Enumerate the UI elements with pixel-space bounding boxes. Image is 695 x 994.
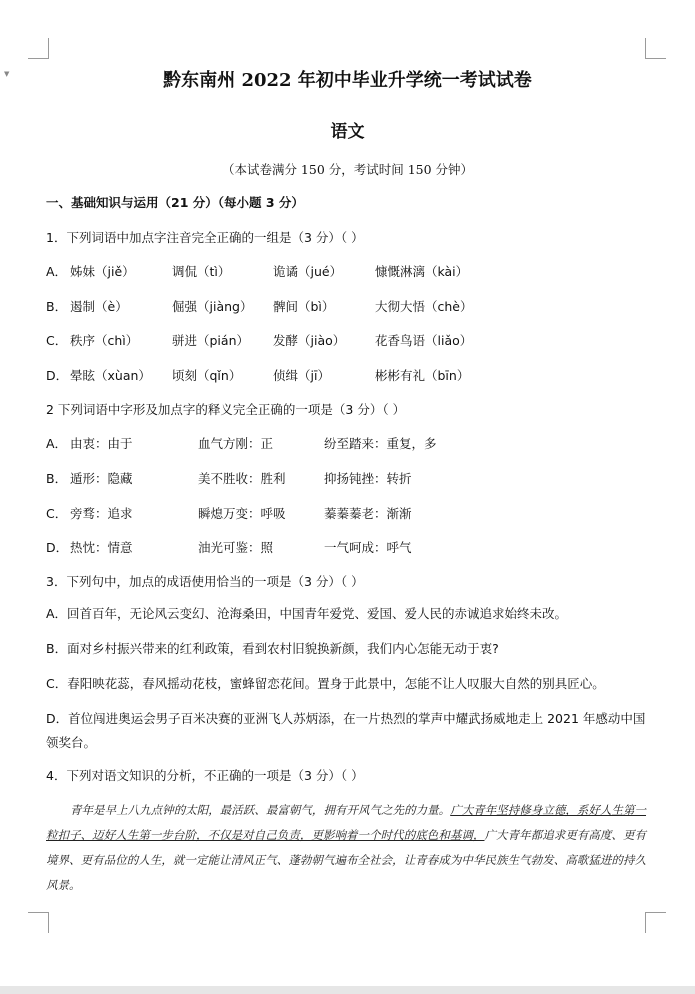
q2-option-b-label: B．	[46, 471, 68, 486]
q2-option-c-label: C．	[46, 506, 68, 521]
q1-option-a-item-1: 姊妹（jiě）	[70, 264, 135, 279]
q2-option-d-label: D．	[46, 540, 69, 555]
crop-mark-bottom-left	[28, 912, 49, 933]
q3-option-d: D．首位闯进奥运会男子百米决赛的亚洲飞人苏炳添，在一片热烈的掌声中耀武扬威地走上 2021 年感动中国领奖台。	[46, 711, 646, 750]
q2-option-d-item-2: 油光可鉴：照	[198, 540, 274, 555]
q3-option-b: B．面对乡村振兴带来的红利政策，看到农村旧貌换新颜，我们内心怎能无动于衷?	[46, 641, 499, 656]
q1-option-a-item-2: 调侃（tì）	[172, 264, 231, 279]
q1-option-a-label: A．	[46, 264, 68, 279]
crop-mark-top-right	[645, 38, 666, 59]
q1-option-c-label: C．	[46, 333, 68, 348]
q1-option-b-item-1: 遏制（è）	[70, 299, 128, 314]
q1-option-b-label: B．	[46, 299, 68, 314]
q1-option-d-item-1: 晕眩（xùan）	[70, 368, 151, 383]
q1-option-a-item-3: 诡谲（jué）	[273, 264, 343, 279]
exam-title: 黔东南州 2022 年初中毕业升学统一考试试卷	[163, 70, 532, 91]
q1-option-c-item-4: 花香鸟语（liǎo）	[375, 333, 473, 348]
q2-option-a-item-3: 纷至踏来：重复，多	[324, 436, 437, 451]
q2-option-a-item-1: 由衷：由于	[70, 436, 133, 451]
q3-option-a: A．回首百年，无论风云变幻、沧海桑田，中国青年爱党、爱国、爱人民的赤诚追求始终未改。	[46, 606, 568, 621]
crop-mark-bottom-right	[645, 912, 666, 933]
passage-plain: 青年是早上八九点钟的太阳，最活跃、最富朝气，拥有开风气之先的力量。	[70, 803, 451, 817]
passage-underlined: 广大青年坚持修身立德，系好人生第一粒扣子、迈好人生第一步台阶，不仅是对自己负责，更影响着一个时代的底色和基调，	[46, 803, 647, 842]
q2-option-b-item-2: 美不胜收：胜利	[198, 471, 286, 486]
q2-option-b-item-3: 抑扬钝挫：转折	[324, 471, 412, 486]
q1-option-a-item-4: 慷慨淋漓（kài）	[375, 264, 469, 279]
question-4-stem: 4．下列对语文知识的分析，不正确的一项是（3 分）（ ）	[46, 768, 364, 783]
q2-option-a-label: A．	[46, 436, 68, 451]
q2-option-c-item-1: 旁骛：追求	[70, 506, 133, 521]
q1-option-c-item-1: 秩序（chì）	[70, 333, 139, 348]
q2-option-d-item-1: 热忱：情意	[70, 540, 133, 555]
question-1-stem: 1．下列词语中加点字注音完全正确的一组是（3 分）（ ）	[46, 230, 364, 245]
section-heading: 一、基础知识与运用（21 分）（每小题 3 分）	[46, 195, 304, 210]
q1-option-b-item-2: 倔强（jiàng）	[172, 299, 253, 314]
q1-option-c-item-2: 骈进（pián）	[172, 333, 249, 348]
question-2-stem: 2 下列词语中字形及加点字的释义完全正确的一项是（3 分）（ ）	[46, 402, 406, 417]
q1-option-d-item-4: 彬彬有礼（bīn）	[375, 368, 470, 383]
q2-option-c-item-2: 瞬熄万变：呼吸	[198, 506, 286, 521]
q1-option-d-item-3: 侦缉（jī）	[273, 368, 330, 383]
exam-info: （本试卷满分 150 分，考试时间 150 分钟）	[221, 162, 474, 177]
passage-rest: 广大青年都追求更有高度、更有境界、更有品位的人生，就一定能让清风正气、蓬勃朝气遍布全社会，让青春成为中华民族生气勃发、高歌猛进的持久风景。	[46, 828, 647, 892]
crop-mark-top-left	[28, 38, 49, 59]
page-bottom-bar	[0, 986, 695, 994]
q1-option-d-item-2: 顷刻（qǐn）	[172, 368, 242, 383]
q2-option-a-item-2: 血气方刚：正	[198, 436, 274, 451]
q3-option-c: C．春阳映花蕊，春风摇动花枝，蜜蜂留恋花间。置身于此景中，怎能不让人叹服大自然的别具匠心。	[46, 676, 605, 691]
q1-option-b-item-4: 大彻大悟（chè）	[375, 299, 473, 314]
q1-option-d-label: D．	[46, 368, 69, 383]
subject-title: 语文	[330, 122, 365, 142]
q2-option-c-item-3: 蓁蓁蓁老：渐渐	[324, 506, 412, 521]
q1-option-c-item-3: 发酵（jiào）	[273, 333, 346, 348]
q4-passage	[46, 798, 646, 898]
question-3-stem: 3．下列句中，加点的成语使用恰当的一项是（3 分）（ ）	[46, 574, 364, 589]
q2-option-d-item-3: 一气呵成：呼气	[324, 540, 412, 555]
q1-option-b-item-3: 髀间（bì）	[273, 299, 335, 314]
q2-option-b-item-1: 遁形：隐藏	[70, 471, 133, 486]
collapse-marker-icon[interactable]: ▼	[4, 70, 10, 78]
